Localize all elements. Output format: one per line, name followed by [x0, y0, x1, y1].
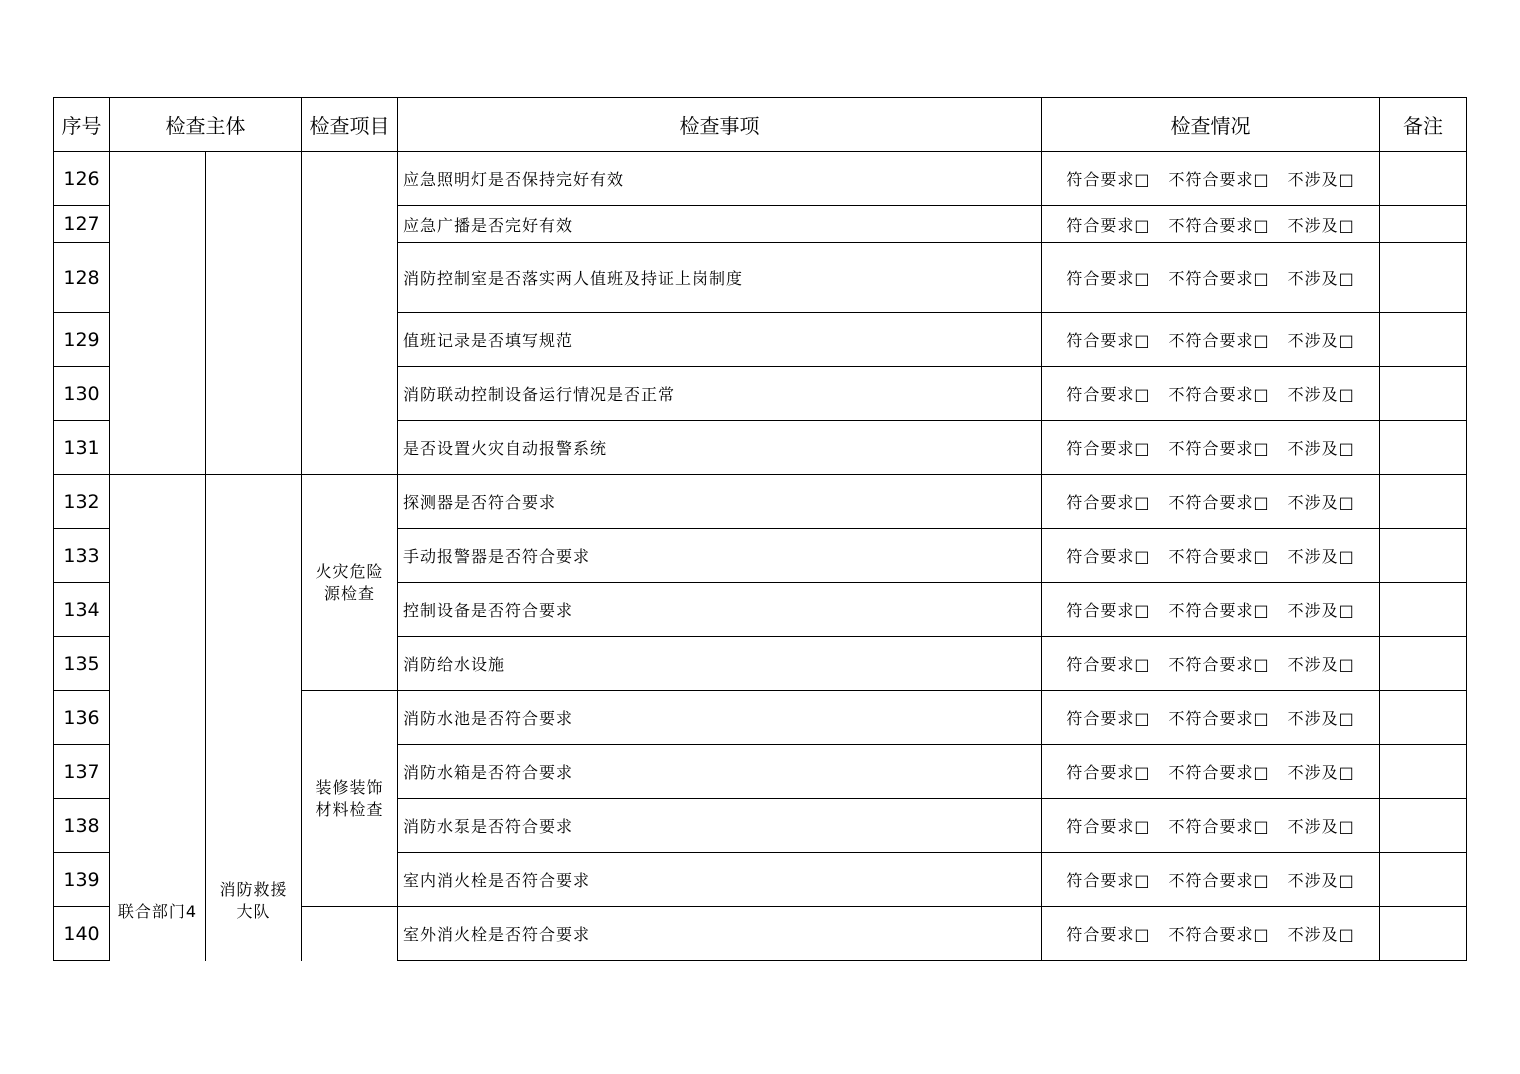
- status-nonconform-checkbox[interactable]: 不符合要求□: [1168, 763, 1270, 782]
- status-nonconform-checkbox[interactable]: 不符合要求□: [1168, 709, 1270, 728]
- header-remark: 备注: [1380, 98, 1467, 152]
- status-na-checkbox[interactable]: 不涉及□: [1287, 925, 1355, 944]
- row-seq: 129: [54, 313, 110, 367]
- row-status: [1042, 313, 1380, 367]
- row-remark[interactable]: [1380, 206, 1467, 243]
- status-nonconform-checkbox[interactable]: 不符合要求□: [1168, 170, 1270, 189]
- row-status: [1042, 367, 1380, 421]
- status-nonconform-checkbox[interactable]: 不符合要求□: [1168, 655, 1270, 674]
- row-remark[interactable]: [1380, 799, 1467, 853]
- status-nonconform-checkbox[interactable]: 不符合要求□: [1168, 493, 1270, 512]
- status-na-checkbox[interactable]: 不涉及□: [1287, 493, 1355, 512]
- row-status: [1042, 691, 1380, 745]
- row-item: 消防水箱是否符合要求: [398, 745, 1042, 799]
- row-remark[interactable]: [1380, 367, 1467, 421]
- status-conform-checkbox[interactable]: 符合要求□: [1066, 925, 1151, 944]
- row-item: 消防控制室是否落实两人值班及持证上岗制度: [398, 243, 1042, 313]
- project-decoration-cell: [302, 691, 398, 907]
- inspection-table: [53, 97, 1467, 961]
- status-conform-checkbox[interactable]: 符合要求□: [1066, 601, 1151, 620]
- row-status: [1042, 637, 1380, 691]
- subject-dept-label: 联合部门4: [117, 901, 198, 921]
- row-status: [1042, 745, 1380, 799]
- row-item: 值班记录是否填写规范: [398, 313, 1042, 367]
- row-seq: 126: [54, 152, 110, 206]
- row-remark[interactable]: [1380, 853, 1467, 907]
- status-nonconform-checkbox[interactable]: 不符合要求□: [1168, 925, 1270, 944]
- header-item: 检查事项: [398, 98, 1042, 152]
- status-na-checkbox[interactable]: 不涉及□: [1287, 601, 1355, 620]
- status-conform-checkbox[interactable]: 符合要求□: [1066, 763, 1151, 782]
- row-status: [1042, 583, 1380, 637]
- status-conform-checkbox[interactable]: 符合要求□: [1066, 547, 1151, 566]
- status-nonconform-checkbox[interactable]: 不符合要求□: [1168, 547, 1270, 566]
- row-status: [1042, 529, 1380, 583]
- row-item: 手动报警器是否符合要求: [398, 529, 1042, 583]
- row-remark[interactable]: [1380, 583, 1467, 637]
- row-item: 消防水泵是否符合要求: [398, 799, 1042, 853]
- table-row: [54, 152, 1467, 206]
- project-cell-lower: [302, 907, 398, 961]
- status-na-checkbox[interactable]: 不涉及□: [1287, 655, 1355, 674]
- status-nonconform-checkbox[interactable]: 不符合要求□: [1168, 215, 1270, 235]
- status-conform-checkbox[interactable]: 符合要求□: [1066, 385, 1151, 404]
- status-na-checkbox[interactable]: 不涉及□: [1287, 215, 1355, 235]
- row-seq: 128: [54, 243, 110, 313]
- row-remark[interactable]: [1380, 691, 1467, 745]
- row-status: [1042, 421, 1380, 475]
- row-item: 应急照明灯是否保持完好有效: [398, 152, 1042, 206]
- row-remark[interactable]: [1380, 907, 1467, 961]
- row-status: [1042, 243, 1380, 313]
- row-remark[interactable]: [1380, 529, 1467, 583]
- row-item: 室内消火栓是否符合要求: [398, 853, 1042, 907]
- row-status: [1042, 152, 1380, 206]
- status-nonconform-checkbox[interactable]: 不符合要求□: [1168, 385, 1270, 404]
- row-item: 探测器是否符合要求: [398, 475, 1042, 529]
- row-seq: 140: [54, 907, 110, 961]
- row-seq: 135: [54, 637, 110, 691]
- row-item: 消防给水设施: [398, 637, 1042, 691]
- row-item: 消防联动控制设备运行情况是否正常: [398, 367, 1042, 421]
- status-na-checkbox[interactable]: 不涉及□: [1287, 817, 1355, 836]
- row-status: [1042, 206, 1380, 243]
- row-item: 室外消火栓是否符合要求: [398, 907, 1042, 961]
- status-na-checkbox[interactable]: 不涉及□: [1287, 763, 1355, 782]
- status-conform-checkbox[interactable]: 符合要求□: [1066, 709, 1151, 728]
- status-nonconform-checkbox[interactable]: 不符合要求□: [1168, 439, 1270, 458]
- subject-unit-cell: [206, 475, 302, 961]
- status-nonconform-checkbox[interactable]: 不符合要求□: [1168, 817, 1270, 836]
- project-decoration-label: 装修装饰材料检查: [315, 777, 384, 819]
- row-item: 控制设备是否符合要求: [398, 583, 1042, 637]
- row-remark[interactable]: [1380, 637, 1467, 691]
- row-seq: 139: [54, 853, 110, 907]
- status-conform-checkbox[interactable]: 符合要求□: [1066, 439, 1151, 458]
- subject-unit-cell-upper: [206, 152, 302, 475]
- status-conform-checkbox[interactable]: 符合要求□: [1066, 655, 1151, 674]
- row-remark[interactable]: [1380, 152, 1467, 206]
- status-na-checkbox[interactable]: 不涉及□: [1287, 269, 1355, 288]
- row-seq: 134: [54, 583, 110, 637]
- header-subject: 检查主体: [110, 98, 302, 152]
- status-nonconform-checkbox[interactable]: 不符合要求□: [1168, 331, 1270, 350]
- status-na-checkbox[interactable]: 不涉及□: [1287, 439, 1355, 458]
- row-status: [1042, 853, 1380, 907]
- status-conform-checkbox[interactable]: 符合要求□: [1066, 215, 1151, 235]
- header-project: 检查项目: [302, 98, 398, 152]
- row-seq: 137: [54, 745, 110, 799]
- status-nonconform-checkbox[interactable]: 不符合要求□: [1168, 601, 1270, 620]
- status-na-checkbox[interactable]: 不涉及□: [1287, 709, 1355, 728]
- table-row: [54, 475, 1467, 529]
- row-status: [1042, 799, 1380, 853]
- header-row: [54, 98, 1467, 152]
- status-conform-checkbox[interactable]: 符合要求□: [1066, 331, 1151, 350]
- subject-unit-label: 消防救援大队: [219, 879, 288, 921]
- row-seq: 127: [54, 206, 110, 243]
- status-nonconform-checkbox[interactable]: 不符合要求□: [1168, 871, 1270, 890]
- status-na-checkbox[interactable]: 不涉及□: [1287, 871, 1355, 890]
- status-nonconform-checkbox[interactable]: 不符合要求□: [1168, 269, 1270, 288]
- status-conform-checkbox[interactable]: 符合要求□: [1066, 871, 1151, 890]
- project-cell-upper: [302, 152, 398, 475]
- row-seq: 131: [54, 421, 110, 475]
- status-conform-checkbox[interactable]: 符合要求□: [1066, 817, 1151, 836]
- row-status: [1042, 475, 1380, 529]
- status-conform-checkbox[interactable]: 符合要求□: [1066, 493, 1151, 512]
- row-seq: 133: [54, 529, 110, 583]
- row-item: 消防水池是否符合要求: [398, 691, 1042, 745]
- header-status: 检查情况: [1042, 98, 1380, 152]
- row-remark[interactable]: [1380, 243, 1467, 313]
- row-seq: 138: [54, 799, 110, 853]
- row-seq: 136: [54, 691, 110, 745]
- status-conform-checkbox[interactable]: 符合要求□: [1066, 170, 1151, 189]
- row-remark[interactable]: [1380, 475, 1467, 529]
- row-remark[interactable]: [1380, 745, 1467, 799]
- row-remark[interactable]: [1380, 313, 1467, 367]
- row-item: 应急广播是否完好有效: [398, 206, 1042, 243]
- row-item: 是否设置火灾自动报警系统: [398, 421, 1042, 475]
- status-na-checkbox[interactable]: 不涉及□: [1287, 170, 1355, 189]
- status-na-checkbox[interactable]: 不涉及□: [1287, 331, 1355, 350]
- project-fire-hazard-cell: [302, 475, 398, 691]
- row-remark[interactable]: [1380, 421, 1467, 475]
- status-na-checkbox[interactable]: 不涉及□: [1287, 385, 1355, 404]
- row-seq: 130: [54, 367, 110, 421]
- status-na-checkbox[interactable]: 不涉及□: [1287, 547, 1355, 566]
- subject-dept-cell-upper: [110, 152, 206, 475]
- row-status: [1042, 907, 1380, 961]
- subject-dept-cell: [110, 475, 206, 961]
- row-seq: 132: [54, 475, 110, 529]
- header-seq: 序号: [54, 98, 110, 152]
- status-conform-checkbox[interactable]: 符合要求□: [1066, 269, 1151, 288]
- project-fire-hazard-label: 火灾危险源检查: [315, 561, 384, 603]
